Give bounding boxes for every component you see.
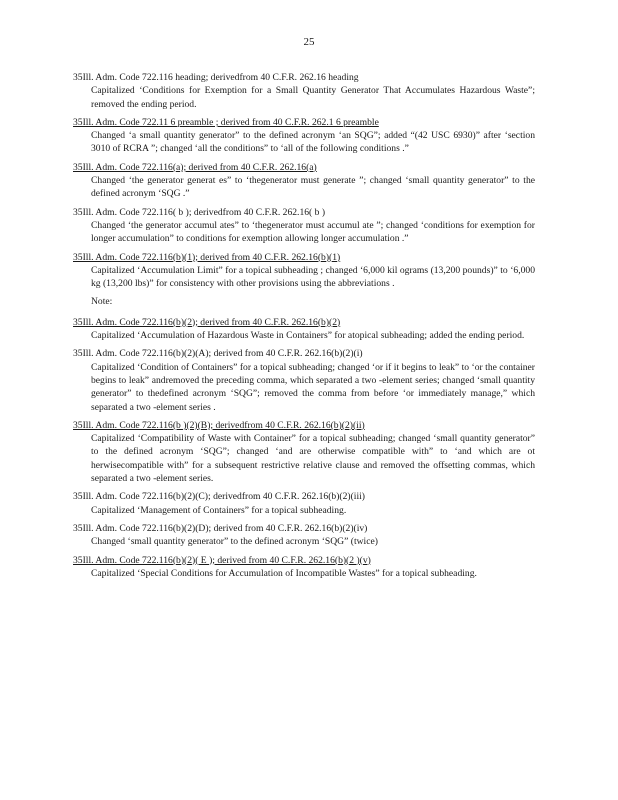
entry-list — [73, 71, 535, 585]
entry-body: Changed ‘the generator accumul ates” to ‘thegenerator must accumul ate ”; changed ‘conditions for exemption for longer accumulation” to conditions for exemption allowing longer accumulation .” — [91, 219, 535, 245]
entry — [73, 554, 535, 581]
entry-body: Capitalized ‘Conditions for Exemption for a Small Quantity Generator That Accumulates Hazardous Waste”; removed the ending period. — [91, 85, 535, 110]
page-number: 25 — [303, 36, 315, 48]
entry-heading: 35Ill. Adm. Code 722.116 heading; derivedfrom 40 C.F.R. 262.16 heading — [73, 72, 359, 83]
entry — [73, 347, 535, 413]
entry-heading: 35Ill. Adm. Code 722.116(a); derived from 40 C.F.R. 262.16(a) — [73, 161, 317, 173]
entry-heading: 35Ill. Adm. Code 722.116(b)(2)(C); derivedfrom 40 C.F.R. 262.16(b)(2)(iii) — [73, 491, 365, 503]
entry-body: Capitalized ‘Management of Containers” for a topical subheading. — [91, 504, 347, 516]
entry-body: Capitalized ‘Compatibility of Waste with Container” for a topical subheading; changed ‘small quantity generator” to the defined acronym ‘SQG”; changed ‘and are otherwise compatible with” to ‘and which are ot herwisecompatible with” for a subsequent restrictive relative clause and removed the offsetting commas, which separated a two -element series. — [91, 433, 535, 485]
entry-note: Note: — [91, 296, 113, 308]
entry-body: Capitalized ‘Accumulation of Hazardous Waste in Containers” for atopical subheading; added the ending period. — [91, 330, 525, 342]
entry-heading: 35Ill. Adm. Code 722.116(b)(2); derived from 40 C.F.R. 262.16(b)(2) — [73, 316, 341, 328]
entry — [73, 316, 535, 343]
entry-heading: 35Ill. Adm. Code 722.116(b )(2)(B); derivedfrom 40 C.F.R. 262.16(b)(2)(ii) — [73, 419, 365, 431]
entry — [73, 251, 535, 291]
entry — [73, 161, 535, 201]
entry-heading: 35Ill. Adm. Code 722.116( b ); derivedfrom 40 C.F.R. 262.16( b ) — [73, 206, 326, 218]
entry — [73, 71, 535, 111]
entry-body: Capitalized ‘Accumulation Limit” for a topical subheading ; changed ‘6,000 kil ograms (13,200 pounds)” to ‘6,000 kg (13,200 lbs)” for consistency with other provisions using the abbreviations . — [91, 264, 535, 290]
entry-body: Capitalized ‘Special Conditions for Accumulation of Incompatible Wastes” for a topical subheading. — [91, 567, 477, 579]
entry — [73, 490, 535, 517]
entry-heading: 35Ill. Adm. Code 722.11 6 preamble ; derived from 40 C.F.R. 262.1 6 preamble — [73, 116, 379, 128]
entry — [73, 522, 535, 549]
entry — [73, 116, 535, 156]
entry-body: Capitalized ‘Condition of Containers” for a topical subheading; changed ‘or if it begins to leak” to ‘or the container begins to leak” andremoved the preceding comma, which separated a two -element series; changed ‘small quantity generator” to thedefined acronym ‘SQG”; removed the comma from before ‘or immediately manage,” which separated a two -element series . — [91, 361, 535, 413]
entry-body: Changed ‘a small quantity generator” to the defined acronym ‘an SQG”; added “(42 USC 6930)” after ‘section 3010 of RCRA ”; changed ‘all the conditions” to ‘all of the following conditions .” — [91, 130, 535, 155]
entry-heading: 35Ill. Adm. Code 722.116(b)(1); derived from 40 C.F.R. 262.16(b)(1) — [73, 251, 341, 263]
entry-body: Changed ‘small quantity generator” to the defined acronym ‘SQG” (twice) — [91, 536, 378, 548]
entry — [73, 419, 535, 485]
entry-heading: 35Ill. Adm. Code 722.116(b)(2)(D); derived from 40 C.F.R. 262.16(b)(2)(iv) — [73, 522, 368, 534]
entry-heading: 35Ill. Adm. Code 722.116(b)(2)( E ); derived from 40 C.F.R. 262.16(b)(2 )(v) — [73, 554, 371, 566]
entry-body: Changed ‘the generator generat es” to ‘thegenerator must generate ”; changed ‘small quantity generator” to the defined acronym ‘SQG .” — [91, 175, 535, 200]
entry — [73, 206, 535, 246]
entry-heading: 35Ill. Adm. Code 722.116(b)(2)(A); derived from 40 C.F.R. 262.16(b)(2)(i) — [73, 348, 363, 360]
